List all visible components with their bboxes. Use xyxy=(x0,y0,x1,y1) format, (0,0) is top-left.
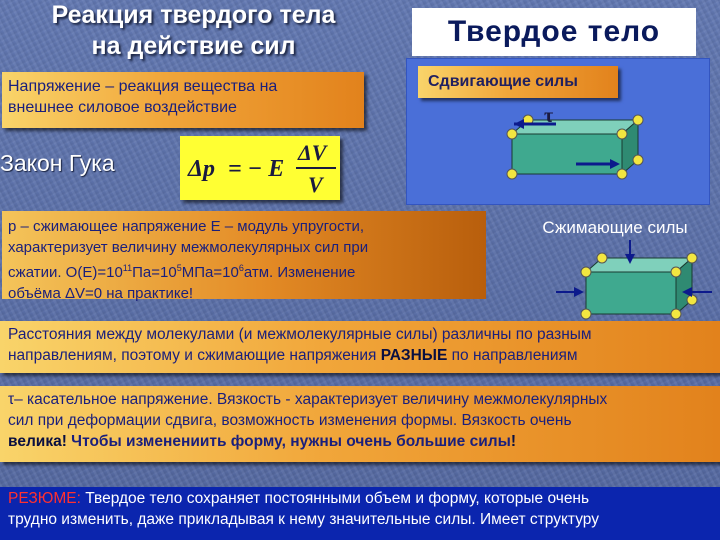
viscosity-part: ! xyxy=(510,433,516,450)
cube-dot xyxy=(581,267,591,277)
hooke-law-label: Закон Гука xyxy=(0,150,115,176)
viscosity-band xyxy=(0,386,720,462)
exponent: 6 xyxy=(238,263,244,273)
cube-dot xyxy=(581,309,591,319)
slide-title-line2: на действие сил xyxy=(91,32,296,60)
shear-diagram xyxy=(406,100,708,203)
line3-part: атм. Изменение xyxy=(243,264,356,281)
cube-dot xyxy=(507,169,517,179)
summary-part: Твердое тело сохраняет постоянными объем и форму, которые очень xyxy=(80,490,590,507)
hooke-formula xyxy=(180,136,340,200)
distances-line1: Расстояния между молекулами (и межмолекулярные силы) различны по разным xyxy=(8,326,592,343)
compression-diagram xyxy=(546,240,716,320)
compress-arrowhead-left xyxy=(574,287,584,297)
stress-definition xyxy=(2,72,364,128)
solid-body-box: Твердое тело xyxy=(412,8,696,56)
cube-dot xyxy=(617,129,627,139)
exponent: 5 xyxy=(176,263,182,273)
compress-cube-front xyxy=(586,272,676,314)
compression-text-line2: характеризует величину межмолекулярных сил при xyxy=(8,238,369,256)
viscosity-line3 xyxy=(8,431,712,452)
slide-title xyxy=(6,0,381,62)
cube-dot xyxy=(687,253,697,263)
line3-part: МПа=10 xyxy=(181,264,239,281)
line3-part: Па=10 xyxy=(132,264,177,281)
exponent: 11 xyxy=(122,263,133,273)
distances-part: по направлениям xyxy=(447,347,578,364)
compressive-forces-label: Сжимающие силы xyxy=(542,218,688,237)
formula-eq: = − E xyxy=(228,156,285,182)
formula-dp: Δp xyxy=(188,156,216,182)
viscosity-emphasis: Чтобы изменениить форму, нужны очень большие силы xyxy=(71,433,511,450)
distances-emphasis: РАЗНЫЕ xyxy=(380,347,448,364)
summary-band xyxy=(0,487,720,540)
compression-text-line4: объёма ΔV=0 на практике! xyxy=(8,284,194,302)
viscosity-line2: сил при деформации сдвига, возможность изменения формы. Вязкость очень xyxy=(8,412,572,429)
viscosity-line1: τ– касательное напряжение. Вязкость - характеризует величину межмолекулярных xyxy=(8,391,608,408)
shear-forces-label: Сдвигающие силы xyxy=(418,66,618,98)
cube-dot xyxy=(633,155,643,165)
cube-dot xyxy=(671,309,681,319)
formula-dv: ΔV xyxy=(298,140,327,165)
cube-dot xyxy=(617,169,627,179)
cube-dot xyxy=(671,267,681,277)
slide-title-line1: Реакция твердого тела xyxy=(51,1,336,29)
cube-dot xyxy=(633,115,643,125)
formula-v: V xyxy=(308,172,323,197)
compression-text xyxy=(2,211,486,302)
stress-definition-line2: внешнее силовое воздействие xyxy=(8,99,237,116)
distances-line2 xyxy=(8,345,712,366)
cube-dot xyxy=(597,253,607,263)
summary-line1 xyxy=(8,488,712,509)
viscosity-part: велика! xyxy=(8,433,72,450)
compression-text-line3 xyxy=(8,258,480,284)
summary-label: РЕЗЮМЕ: xyxy=(8,490,81,507)
hooke-formula-graphic xyxy=(180,136,340,200)
shear-tau: τ xyxy=(544,105,554,127)
shear-cube-front xyxy=(512,134,622,174)
distances-band xyxy=(0,321,720,373)
compression-text-line1: p – сжимающее напряжение E – модуль упругости, xyxy=(8,218,364,235)
distances-part: направлениям, поэтому и сжимающие напряжения xyxy=(8,347,381,364)
stress-definition-line1: Напряжение – реакция вещества на xyxy=(8,78,278,95)
summary-line2: трудно изменить, даже прикладывая к нему значительные силы. Имеет структуру xyxy=(8,511,599,528)
cube-dot xyxy=(507,129,517,139)
line3-part: сжатии. O(E)=10 xyxy=(8,264,123,281)
